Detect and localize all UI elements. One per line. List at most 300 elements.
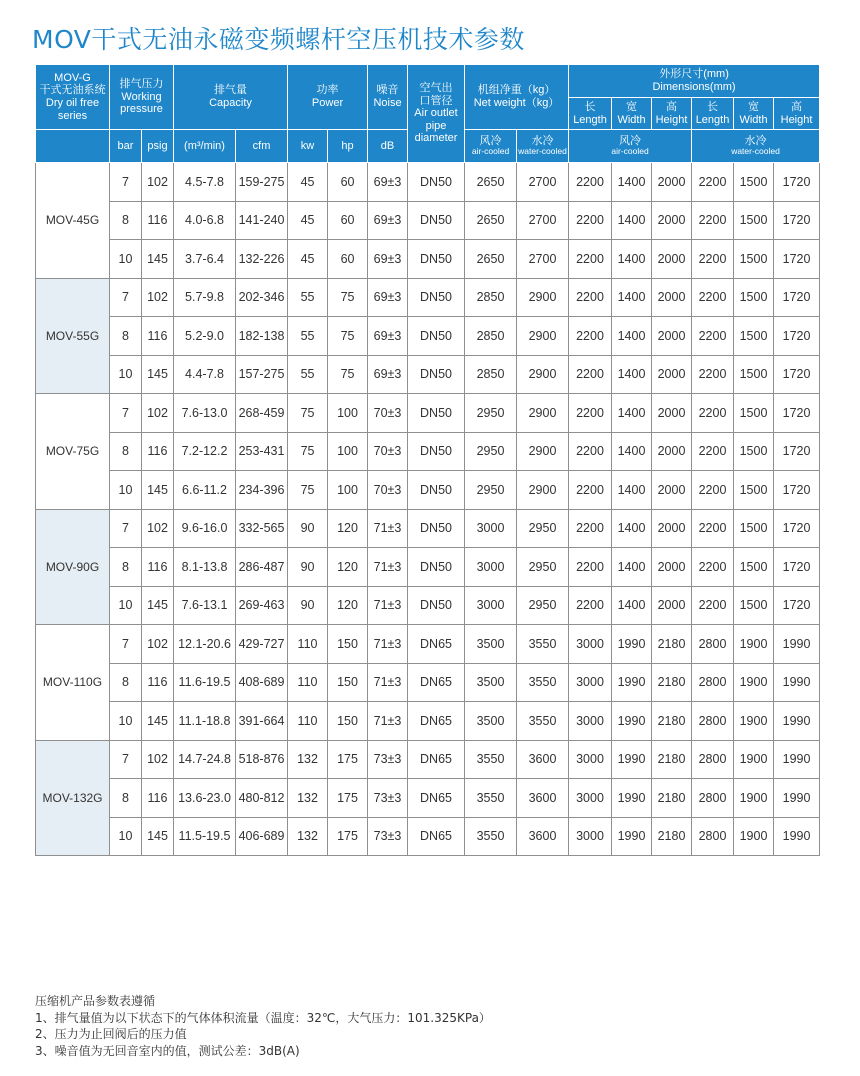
table-cell: 1990 [774,779,820,818]
table-cell: 7 [110,740,142,779]
table-cell: 102 [142,509,174,548]
table-cell: 1900 [734,740,774,779]
table-cell: 132-226 [236,240,288,279]
table-cell: 75 [328,317,368,356]
table-cell: 2200 [692,201,734,240]
table-cell: 480-812 [236,779,288,818]
header-dim-width-air: 宽 Width [612,98,652,130]
table-cell: 8 [110,201,142,240]
table-cell: 1400 [612,471,652,510]
table-cell: 1500 [734,509,774,548]
table-cell: 2800 [692,625,734,664]
table-cell: 3550 [517,625,569,664]
table-cell: 90 [288,586,328,625]
table-cell: 102 [142,740,174,779]
table-cell: 11.6-19.5 [174,663,236,702]
table-cell: 2650 [465,163,517,202]
table-cell: 1500 [734,317,774,356]
header-capacity: 排气量 Capacity [174,65,288,130]
table-cell: 1990 [612,740,652,779]
table-row [36,817,820,856]
table-cell: 2200 [569,355,612,394]
table-cell: 2850 [465,317,517,356]
table-cell: 73±3 [368,817,408,856]
table-cell: 14.7-24.8 [174,740,236,779]
table-cell: 2000 [652,163,692,202]
unit-db: dB [368,130,408,163]
table-cell: 3500 [465,702,517,741]
table-cell: 4.0-6.8 [174,201,236,240]
table-cell: 2800 [692,817,734,856]
table-cell: 100 [328,471,368,510]
table-cell: 73±3 [368,779,408,818]
table-cell: 8 [110,317,142,356]
header-pressure: 排气压力 Working pressure [110,65,174,130]
table-row [36,663,820,702]
table-cell: 75 [328,355,368,394]
table-cell: 1500 [734,471,774,510]
table-cell: 102 [142,394,174,433]
table-cell: DN50 [408,278,465,317]
table-row [36,355,820,394]
model-group [36,509,820,625]
table-cell: 2200 [692,317,734,356]
table-cell: 159-275 [236,163,288,202]
table-cell: 69±3 [368,201,408,240]
table-cell: 1990 [612,702,652,741]
footnotes [35,993,491,1059]
table-cell: 120 [328,586,368,625]
table-cell: 7.6-13.1 [174,586,236,625]
table-cell: 2200 [569,317,612,356]
table-cell: 4.4-7.8 [174,355,236,394]
table-cell: 2900 [517,278,569,317]
table-cell: 175 [328,740,368,779]
table-cell: 1400 [612,509,652,548]
table-cell: 253-431 [236,432,288,471]
table-cell: 10 [110,355,142,394]
table-cell: 100 [328,432,368,471]
footnote-heading: 压缩机产品参数表遵循 [35,994,156,1008]
table-cell: 2900 [517,432,569,471]
table-cell: 71±3 [368,625,408,664]
table-cell: 1720 [774,432,820,471]
table-cell: DN50 [408,201,465,240]
table-cell: 2000 [652,317,692,356]
model-cell: MOV-45G [36,163,110,279]
table-cell: 7 [110,394,142,433]
table-cell: 1500 [734,201,774,240]
table-row [36,586,820,625]
footnote-2: 2、压力为止回阀后的压力值 [35,1027,187,1041]
model-cell: MOV-90G [36,509,110,625]
table-cell: 2950 [465,394,517,433]
table-cell: 150 [328,625,368,664]
table-cell: 2200 [692,548,734,587]
table-cell: 1900 [734,817,774,856]
table-cell: 8 [110,663,142,702]
table-cell: 1720 [774,240,820,279]
header-weight: 机组净重（kg） Net weight（kg） [465,65,569,130]
table-row [36,432,820,471]
unit-psig: psig [142,130,174,163]
table-cell: 1400 [612,278,652,317]
table-cell: 7 [110,509,142,548]
table-cell: 2950 [517,586,569,625]
table-cell: 1400 [612,201,652,240]
table-cell: 3600 [517,817,569,856]
table-cell: 2200 [692,586,734,625]
table-cell: 202-346 [236,278,288,317]
table-cell: 2850 [465,278,517,317]
table-cell: 71±3 [368,548,408,587]
table-cell: 2200 [569,586,612,625]
table-cell: 3500 [465,663,517,702]
table-cell: DN65 [408,702,465,741]
table-cell: 55 [288,355,328,394]
table-cell: 3600 [517,779,569,818]
table-cell: 518-876 [236,740,288,779]
table-cell: 2180 [652,817,692,856]
table-cell: 2180 [652,702,692,741]
table-cell: 8 [110,548,142,587]
table-cell: DN65 [408,740,465,779]
table-cell: 150 [328,663,368,702]
table-cell: 1720 [774,317,820,356]
table-cell: 71±3 [368,509,408,548]
table-cell: 10 [110,817,142,856]
model-cell: MOV-110G [36,625,110,741]
table-cell: 102 [142,278,174,317]
table-cell: 2650 [465,240,517,279]
footnote-1: 1、排气量值为以下状态下的气体体积流量（温度：32℃，大气压力：101.325KPa） [35,1010,491,1025]
table-cell: 1500 [734,432,774,471]
table-cell: 116 [142,663,174,702]
table-cell: DN50 [408,163,465,202]
table-cell: 1500 [734,586,774,625]
table-cell: 102 [142,625,174,664]
table-cell: 3000 [569,625,612,664]
table-cell: 2000 [652,432,692,471]
table-cell: 120 [328,548,368,587]
table-cell: 2900 [517,317,569,356]
table-cell: 116 [142,432,174,471]
table-cell: 1900 [734,625,774,664]
table-cell: DN50 [408,355,465,394]
header-dim-length-water: 长 Length [692,98,734,130]
table-cell: 2200 [692,163,734,202]
table-cell: 71±3 [368,586,408,625]
table-cell: 3000 [465,548,517,587]
table-row [36,740,820,779]
footnote-3: 3、噪音值为无回音室内的值，测试公差：3dB(A) [35,1043,300,1058]
table-cell: 110 [288,702,328,741]
table-row [36,163,820,202]
table-cell: 116 [142,317,174,356]
table-cell: 75 [288,432,328,471]
table-cell: 2200 [569,471,612,510]
table-cell: 1400 [612,317,652,356]
table-cell: 1720 [774,163,820,202]
table-cell: 102 [142,163,174,202]
header-outlet: 空气出 口管径 Air outlet pipe diameter [408,65,465,163]
table-cell: 2000 [652,509,692,548]
table-cell: DN65 [408,625,465,664]
unit-hp: hp [328,130,368,163]
table-cell: 13.6-23.0 [174,779,236,818]
header-dim-height-air: 高 Height [652,98,692,130]
table-cell: 120 [328,509,368,548]
table-cell: 182-138 [236,317,288,356]
table-cell: 60 [328,201,368,240]
table-cell: 2200 [692,240,734,279]
table-cell: 2180 [652,663,692,702]
table-cell: 5.2-9.0 [174,317,236,356]
table-cell: 2800 [692,663,734,702]
table-cell: 1500 [734,548,774,587]
table-cell: 2200 [692,278,734,317]
table-cell: 141-240 [236,201,288,240]
table-cell: 55 [288,278,328,317]
table-cell: 1500 [734,394,774,433]
table-row [36,471,820,510]
table-row [36,240,820,279]
table-cell: 2950 [465,432,517,471]
table-cell: 3000 [465,586,517,625]
table-cell: 2700 [517,240,569,279]
table-cell: 2850 [465,355,517,394]
table-cell: 1720 [774,201,820,240]
header-dims-air: 风冷 air-cooled [569,130,692,163]
table-cell: 406-689 [236,817,288,856]
table-cell: 70±3 [368,471,408,510]
model-cell: MOV-55G [36,278,110,394]
table-cell: 3500 [465,625,517,664]
table-cell: 110 [288,625,328,664]
unit-bar: bar [110,130,142,163]
table-cell: 1990 [774,663,820,702]
table-cell: 7 [110,163,142,202]
table-cell: 1720 [774,586,820,625]
table-cell: 2200 [569,163,612,202]
table-cell: 2200 [692,471,734,510]
table-cell: 1400 [612,394,652,433]
table-cell: 3000 [569,740,612,779]
table-cell: DN50 [408,317,465,356]
table-cell: 1400 [612,355,652,394]
table-cell: 1500 [734,163,774,202]
table-cell: 1900 [734,663,774,702]
table-cell: 10 [110,702,142,741]
table-cell: 10 [110,240,142,279]
table-cell: 2200 [569,394,612,433]
table-cell: 1720 [774,394,820,433]
table-cell: 429-727 [236,625,288,664]
table-cell: 1990 [612,625,652,664]
table-cell: 2180 [652,779,692,818]
table-cell: 408-689 [236,663,288,702]
model-cell: MOV-132G [36,740,110,856]
header-weight-water: 水冷 water-cooled [517,130,569,163]
table-cell: 145 [142,702,174,741]
table-cell: 145 [142,817,174,856]
header-model-blank [36,130,110,163]
table-cell: 2200 [569,548,612,587]
table-cell: 7 [110,278,142,317]
table-cell: 1990 [774,740,820,779]
table-cell: 2700 [517,163,569,202]
table-cell: 75 [288,471,328,510]
table-cell: 332-565 [236,509,288,548]
table-cell: 11.1-18.8 [174,702,236,741]
table-cell: 1500 [734,240,774,279]
table-row [36,509,820,548]
table-cell: 7 [110,625,142,664]
table-cell: 1400 [612,432,652,471]
table-cell: 1990 [774,817,820,856]
model-group [36,394,820,510]
table-cell: 5.7-9.8 [174,278,236,317]
table-cell: 60 [328,240,368,279]
table-row [36,702,820,741]
table-cell: 1720 [774,355,820,394]
model-group [36,163,820,279]
table-cell: 1400 [612,163,652,202]
table-cell: 71±3 [368,702,408,741]
table-cell: DN50 [408,586,465,625]
table-cell: 2900 [517,471,569,510]
table-cell: 75 [328,278,368,317]
table-cell: 234-396 [236,471,288,510]
table-cell: 2000 [652,394,692,433]
unit-m3min: (m³/min) [174,130,236,163]
table-cell: 2000 [652,201,692,240]
table-cell: 116 [142,779,174,818]
table-cell: 7.2-12.2 [174,432,236,471]
table-cell: 1990 [774,625,820,664]
table-cell: 1720 [774,509,820,548]
table-row [36,278,820,317]
table-cell: 3000 [569,779,612,818]
table-cell: 69±3 [368,163,408,202]
table-cell: 2900 [517,355,569,394]
page-title: MOV干式无油永磁变频螺杆空压机技术参数 [32,25,525,54]
table-cell: 100 [328,394,368,433]
table-cell: 75 [288,394,328,433]
table-cell: 45 [288,201,328,240]
table-cell: 2000 [652,471,692,510]
table-cell: 116 [142,201,174,240]
table-cell: 1720 [774,548,820,587]
table-cell: 2000 [652,355,692,394]
table-cell: DN50 [408,509,465,548]
table-cell: 1500 [734,355,774,394]
table-row [36,779,820,818]
table-cell: 157-275 [236,355,288,394]
table-cell: 69±3 [368,240,408,279]
spec-table [35,64,820,856]
header-weight-air: 风冷 air-cooled [465,130,517,163]
table-cell: DN50 [408,548,465,587]
table-cell: 391-664 [236,702,288,741]
table-cell: 71±3 [368,663,408,702]
table-cell: 1990 [774,702,820,741]
table-cell: 2000 [652,240,692,279]
table-cell: 2200 [692,355,734,394]
table-cell: 3.7-6.4 [174,240,236,279]
table-cell: 2000 [652,586,692,625]
table-cell: 1900 [734,779,774,818]
table-cell: 268-459 [236,394,288,433]
table-cell: 3550 [465,779,517,818]
table-cell: DN50 [408,394,465,433]
table-cell: 2200 [569,278,612,317]
table-cell: 116 [142,548,174,587]
table-cell: 6.6-11.2 [174,471,236,510]
table-cell: DN50 [408,432,465,471]
table-cell: 1400 [612,548,652,587]
table-cell: 3000 [569,702,612,741]
table-cell: 2900 [517,394,569,433]
table-cell: 2800 [692,702,734,741]
table-cell: 2200 [692,509,734,548]
table-cell: 9.6-16.0 [174,509,236,548]
table-cell: 2800 [692,740,734,779]
table-cell: DN50 [408,240,465,279]
header-dim-length-air: 长 Length [569,98,612,130]
table-cell: 70±3 [368,432,408,471]
table-cell: 1990 [612,817,652,856]
table-cell: 10 [110,471,142,510]
table-cell: 3000 [465,509,517,548]
table-cell: DN50 [408,471,465,510]
header-model: MOV-G 干式无油系统 Dry oil free series [36,65,110,130]
unit-cfm: cfm [236,130,288,163]
table-cell: 1500 [734,278,774,317]
table-cell: 8.1-13.8 [174,548,236,587]
table-cell: 7.6-13.0 [174,394,236,433]
table-cell: DN65 [408,779,465,818]
table-cell: 269-463 [236,586,288,625]
table-cell: 1400 [612,586,652,625]
table-cell: 45 [288,240,328,279]
model-group [36,740,820,856]
table-cell: 1400 [612,240,652,279]
table-cell: 145 [142,586,174,625]
table-cell: 8 [110,432,142,471]
table-cell: 3000 [569,817,612,856]
table-cell: 175 [328,779,368,818]
table-row [36,548,820,587]
table-row [36,317,820,356]
table-cell: 2200 [569,201,612,240]
table-cell: 1990 [612,663,652,702]
table-cell: 132 [288,779,328,818]
table-cell: 12.1-20.6 [174,625,236,664]
table-cell: 3550 [465,817,517,856]
table-cell: 10 [110,586,142,625]
table-cell: 2950 [517,509,569,548]
table-cell: DN65 [408,663,465,702]
table-cell: 2200 [569,432,612,471]
table-cell: 132 [288,817,328,856]
table-cell: 11.5-19.5 [174,817,236,856]
header-dimensions: 外形尺寸(mm) Dimensions(mm) [569,65,820,98]
table-cell: 1990 [612,779,652,818]
table-cell: 150 [328,702,368,741]
table-cell: 2650 [465,201,517,240]
table-cell: 2180 [652,740,692,779]
